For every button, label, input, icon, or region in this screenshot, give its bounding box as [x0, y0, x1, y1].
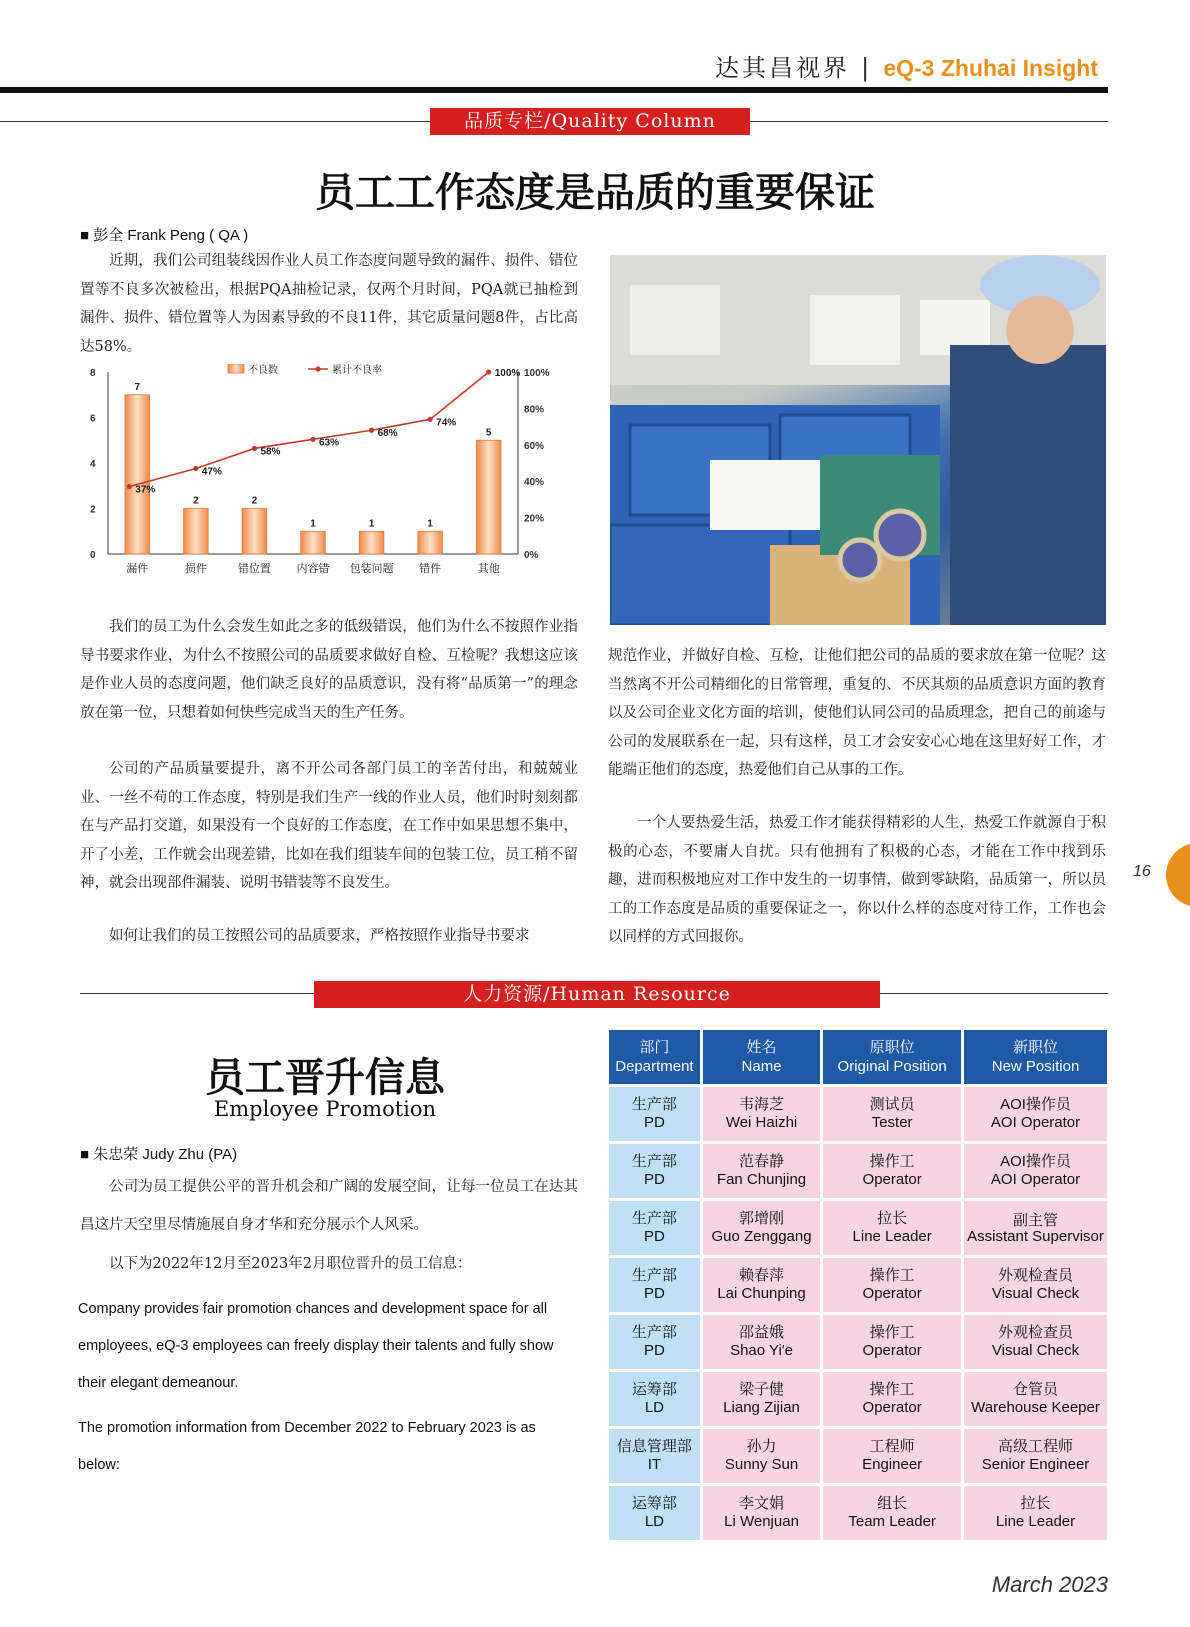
cumulative-rate-point [310, 437, 315, 442]
bar-value-label: 1 [427, 518, 433, 530]
bar-value-label: 1 [310, 518, 316, 530]
y-tick-label: 6 [90, 413, 96, 425]
page-number: 16 [1133, 863, 1151, 880]
header-new-position: 新职位 New Position [964, 1030, 1107, 1084]
hr-title: 员工晋升信息 [205, 1054, 445, 1101]
row-original-position: 组长 Team Leader [823, 1486, 961, 1540]
y-tick-label: 0 [90, 550, 96, 561]
promotion-table-header [609, 1030, 1107, 1084]
quality-paragraph-3: 如何让我们的员工按照公司的品质要求，严格按照作业指导书要求 [109, 928, 530, 944]
masthead-separator: | [861, 54, 873, 82]
header-rule [0, 87, 1108, 93]
row-original-position: 拉长 Line Leader [823, 1201, 961, 1255]
masthead [0, 48, 1098, 83]
quality-paragraph-4: 规范作业，并做好自检、互检，让他们把公司的品质的要求放在第一位呢？这当然离不开公司精细化的日常管理，重复的、不厌其烦的品质意识方面的教育以及公司企业文化方面的培训，使他们认同公司的品质理念，把自己的前途与公司的发展联系在一起，只有这样，员工才会安安心心地在这里好好工作，才能端正他们的态度，热爱他们自己从事的工作。 [608, 648, 1106, 778]
y2-tick-label: 40% [524, 477, 545, 489]
row-department: 运筹部 LD [609, 1486, 700, 1540]
table-row [609, 1315, 1107, 1369]
row-new-position: 高级工程师 Senior Engineer [964, 1429, 1107, 1483]
table-row [609, 1429, 1107, 1483]
defect-pareto-chart [78, 364, 580, 604]
row-department: 生产部 PD [609, 1258, 700, 1312]
chart-bar [476, 440, 501, 554]
row-original-position: 操作工 Operator [823, 1372, 961, 1426]
row-original-position: 操作工 Operator [823, 1315, 961, 1369]
quality-byline: ■ 彭全 Frank Peng ( QA ) [80, 227, 249, 244]
chart-bar [359, 531, 384, 554]
cumulative-rate-label: 100% [494, 368, 521, 379]
row-department: 生产部 PD [609, 1087, 700, 1141]
page-number-tab [1166, 843, 1190, 907]
quality-paragraph-2: 公司的产品质量要提升，离不开公司各部门员工的辛苦付出，和兢兢业业、一丝不苟的工作态度，特别是我们生产一线的作业人员，他们时时刻刻都在与产品打交道，如果没有一个良好的工作态度，在工作中如果思想不集中，开了小差，工作就会出现差错，比如在我们组装车间的包装工位，员工稍不留神，就会出现部件漏装、说明书错装等不良发生。 [80, 761, 578, 891]
chart-bar [242, 509, 267, 555]
legend-line-label: 累计不良率 [332, 365, 382, 376]
cumulative-rate-point [486, 369, 491, 374]
header-original-position: 原职位 Original Position [823, 1030, 961, 1084]
cumulative-rate-label: 68% [377, 428, 398, 440]
quality-title: 员工工作态度是品质的重要保证 [315, 169, 875, 216]
quality-banner: 品质专栏/Quality Column [430, 108, 750, 135]
masthead-en: eQ-3 Zhuhai Insight [883, 55, 1098, 81]
cumulative-rate-label: 58% [260, 446, 281, 458]
row-name: 邵益娥 Shao Yi'e [703, 1315, 820, 1369]
y-tick-label: 2 [90, 504, 96, 516]
table-row [609, 1201, 1107, 1255]
cumulative-rate-point [369, 428, 374, 433]
category-label: 包装问题 [349, 562, 394, 575]
y2-tick-label: 0% [524, 550, 539, 561]
cumulative-rate-label: 63% [319, 437, 340, 449]
hr-period-cn: 以下为2022年12月至2023年2月职位晋升的员工信息： [109, 1256, 472, 1272]
row-original-position: 操作工 Operator [823, 1258, 961, 1312]
row-new-position: AOI操作员 AOI Operator [964, 1144, 1107, 1198]
cumulative-rate-point [193, 466, 198, 471]
y2-tick-label: 60% [524, 440, 545, 452]
row-new-position: AOI操作员 AOI Operator [964, 1087, 1107, 1141]
category-label: 损件 [184, 562, 207, 575]
issue-date: March 2023 [991, 1572, 1108, 1597]
hr-intro-cn: 公司为员工提供公平的晋升机会和广阔的发展空间，让每一位员工在达其昌这片天空里尽情施展自身才华和充分展示个人风采。 [80, 1179, 578, 1233]
table-row [609, 1486, 1107, 1540]
row-name: 梁子健 Liang Zijian [703, 1372, 820, 1426]
cumulative-rate-label: 37% [135, 484, 156, 496]
legend-bar-swatch [228, 364, 244, 373]
row-department: 运筹部 LD [609, 1372, 700, 1426]
cumulative-rate-point [252, 446, 257, 451]
row-original-position: 操作工 Operator [823, 1144, 961, 1198]
row-original-position: 测试员 Tester [823, 1087, 961, 1141]
category-label: 错位置 [237, 562, 271, 575]
row-original-position: 工程师 Engineer [823, 1429, 961, 1483]
row-department: 生产部 PD [609, 1315, 700, 1369]
bar-value-label: 2 [193, 495, 199, 507]
quality-intro: 近期，我们公司组装线因作业人员工作态度问题导致的漏件、损件、错位置等不良多次被检出，根据PQA抽检记录，仅两个月时间，PQA就已抽检到漏件、损件、错位置等人为因素导致的不良11件，其它质量问题8件，占比高达58%。 [80, 253, 578, 355]
hr-intro-en: Company provides fair promotion chances and development space for all employees, eQ-3 employees can freely display their talents and fully show their elegant demeanour. [78, 1301, 554, 1391]
hr-period-en: The promotion information from December 2022 to February 2023 is as below: [78, 1420, 536, 1473]
row-name: 孙力 Sunny Sun [703, 1429, 820, 1483]
row-name: 赖春萍 Lai Chunping [703, 1258, 820, 1312]
table-row [609, 1258, 1107, 1312]
y-tick-label: 4 [90, 459, 96, 470]
category-label: 错件 [419, 562, 442, 575]
header-name: 姓名 Name [703, 1030, 820, 1084]
chart-bar [125, 395, 150, 554]
row-new-position: 副主管 Assistant Supervisor [964, 1201, 1107, 1255]
cumulative-rate-label: 74% [436, 417, 457, 429]
table-row [609, 1144, 1107, 1198]
row-new-position: 外观检查员 Visual Check [964, 1315, 1107, 1369]
bar-value-label: 2 [251, 495, 258, 507]
bar-value-label: 7 [134, 381, 141, 393]
row-department: 生产部 PD [609, 1144, 700, 1198]
hr-banner: 人力资源/Human Resource [314, 981, 880, 1008]
row-name: 李文娟 Li Wenjuan [703, 1486, 820, 1540]
header-department: 部门 Department [609, 1030, 700, 1084]
bar-value-label: 5 [485, 427, 492, 439]
assembly-line-photo-illustration [610, 255, 1106, 625]
row-new-position: 外观检查员 Visual Check [964, 1258, 1107, 1312]
y2-tick-label: 80% [524, 404, 545, 416]
legend-line-marker [315, 366, 320, 371]
hr-byline: ■ 朱忠荣 Judy Zhu (PA) [80, 1146, 238, 1163]
chart-bar [418, 531, 443, 554]
row-department: 生产部 PD [609, 1201, 700, 1255]
quality-paragraph-5: 一个人要热爱生活，热爱工作才能获得精彩的人生，热爱工作就源自于积极的心态，不要庸人自扰。只有他拥有了积极的心态，才能在工作中找到乐趣，进而积极地应对工作中发生的一切事情，做到零缺陷，品质第一，所以员工的工作态度是品质的重要保证之一，你以什么样的态度对待工作，工作也会以同样的方式回报你。 [608, 815, 1106, 945]
row-department: 信息管理部 IT [609, 1429, 700, 1483]
legend-bar-label: 不良数 [248, 365, 278, 376]
row-name: 郭增刚 Guo Zenggang [703, 1201, 820, 1255]
table-row [609, 1372, 1107, 1426]
category-label: 内容错 [296, 562, 330, 575]
cumulative-rate-point [428, 417, 433, 422]
y-tick-label: 8 [90, 368, 96, 379]
cumulative-rate-label: 47% [201, 466, 222, 478]
hr-subtitle: Employee Promotion [213, 1097, 437, 1121]
bar-value-label: 1 [368, 518, 375, 530]
row-new-position: 仓管员 Warehouse Keeper [964, 1372, 1107, 1426]
masthead-cn: 达其昌视界 [715, 54, 851, 82]
table-row [609, 1087, 1107, 1141]
quality-paragraph-1: 我们的员工为什么会发生如此之多的低级错误，他们为什么不按照作业指导书要求作业，为什么不按照公司的品质要求做好自检、互检呢？我想这应该是作业人员的态度问题，他们缺乏良好的品质意识，没有将“品质第一”的理念放在第一位，只想着如何快些完成当天的生产任务。 [80, 619, 578, 721]
cumulative-rate-line [129, 372, 488, 487]
y2-tick-label: 20% [524, 513, 545, 525]
row-name: 范春静 Fan Chunjing [703, 1144, 820, 1198]
chart-bar [184, 509, 209, 555]
row-name: 韦海芝 Wei Haizhi [703, 1087, 820, 1141]
assembly-line-photo [610, 255, 1106, 625]
y2-tick-label: 100% [524, 368, 550, 379]
promotion-table [606, 1027, 1110, 1543]
row-new-position: 拉长 Line Leader [964, 1486, 1107, 1540]
category-label: 其他 [477, 562, 500, 575]
cumulative-rate-point [127, 484, 132, 489]
chart-bar [301, 531, 326, 554]
category-label: 漏件 [126, 562, 149, 575]
